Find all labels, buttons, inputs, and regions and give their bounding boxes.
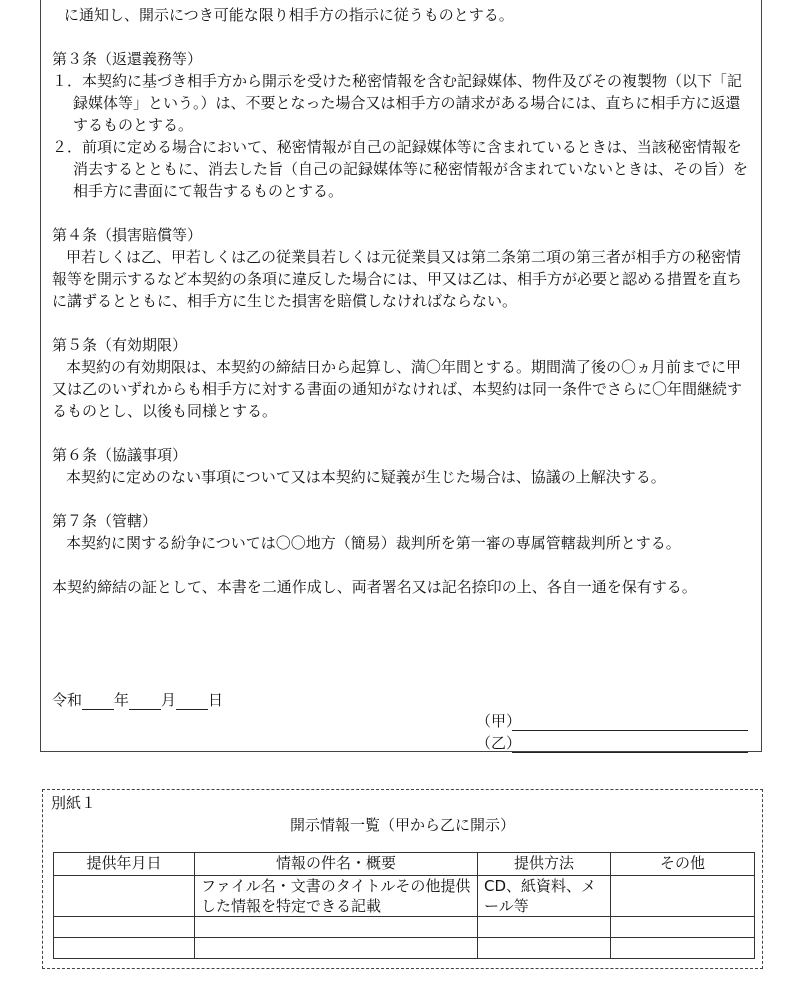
- annex-label: 別紙１: [51, 794, 97, 812]
- article-6-body: 本契約に定めのない事項について又は本契約に疑義が生じた場合は、協議の上解決する。: [66, 468, 666, 486]
- table-cell: [195, 938, 478, 959]
- disclosure-table: [53, 852, 755, 959]
- year-blank: [82, 695, 114, 710]
- contract-body: [52, 4, 752, 598]
- table-cell: [478, 938, 611, 959]
- article-5-body: 本契約の有効期限は、本契約の締結日から起算し、満〇年間とする。期間満了後の〇ヵ月前までに甲又は乙のいずれからも相手方に対する書面の通知がなければ、本契約は同一条件でさらに〇年間継続するものとし、以後も同様とする。: [52, 358, 743, 420]
- table-cell: [478, 917, 611, 938]
- article-5-heading: 第５条（有効期限）: [52, 336, 188, 354]
- table-cell: [54, 876, 195, 917]
- party-b-signature: [476, 732, 766, 753]
- column-header-date: 提供年月日: [54, 853, 195, 876]
- article-4-body: 甲若しくは乙、甲若しくは乙の従業員若しくは元従業員又は第二条第二項の第三者が相手方の秘密情報等を開示するなど本契約の条項に違反した場合には、甲又は乙は、相手方が必要と認める措置を直ちに講ずるとともに、相手方に生じた損害を賠償しなければならない。: [52, 248, 743, 310]
- continuation-line: に通知し、開示につき可能な限り相手方の指示に従うものとする。: [64, 6, 514, 24]
- annex-1: [42, 789, 763, 969]
- closing-statement: 本契約締結の証として、本書を二通作成し、両者署名又は記名捺印の上、各自一通を保有する。: [52, 578, 697, 596]
- table-cell: [54, 938, 195, 959]
- table-row: [54, 876, 755, 917]
- table-row: [54, 917, 755, 938]
- column-header-other: その他: [611, 853, 755, 876]
- party-b-label: （乙）: [476, 734, 522, 752]
- article-6-heading: 第６条（協議事項）: [52, 446, 188, 464]
- article-3-heading: 第３条（返還義務等）: [52, 50, 203, 68]
- column-header-subject: 情報の件名・概要: [195, 853, 478, 876]
- date-year: 年: [114, 691, 130, 709]
- table-cell: [611, 876, 755, 917]
- party-a-signature: [476, 710, 766, 731]
- table-cell: [195, 917, 478, 938]
- article-3-item-2: ２．前項に定める場合において、秘密情報が自己の記録媒体等に含まれているときは、当該秘密情報を消去するとともに、消去した旨（自己の記録媒体等に秘密情報が含まれていないときは、その旨）を相手方に書面にて報告するものとする。: [52, 138, 749, 200]
- table-row: [54, 938, 755, 959]
- party-b-signature-line: [512, 736, 748, 753]
- article-4-heading: 第４条（損害賠償等）: [52, 226, 203, 244]
- party-a-label: （甲）: [476, 712, 522, 730]
- annex-title: 開示情報一覧（甲から乙に開示）: [289, 816, 515, 834]
- article-7-heading: 第７条（管轄）: [52, 512, 158, 530]
- table-cell: [611, 917, 755, 938]
- day-blank: [176, 695, 208, 710]
- date-month: 月: [161, 691, 177, 709]
- article-7-body: 本契約に関する紛争については〇〇地方（簡易）裁判所を第一審の専属管轄裁判所とする。: [66, 534, 681, 552]
- month-blank: [129, 695, 161, 710]
- party-a-signature-line: [512, 714, 748, 731]
- column-header-method: 提供方法: [478, 853, 611, 876]
- table-cell: [611, 938, 755, 959]
- date-day: 日: [208, 691, 224, 709]
- table-cell: [54, 917, 195, 938]
- date-era: 令和: [52, 691, 83, 709]
- contract-date: [52, 689, 223, 710]
- table-cell: CD、紙資料、メール等: [478, 876, 611, 917]
- article-3-item-1: １．本契約に基づき相手方から開示を受けた秘密情報を含む記録媒体、物件及びその複製物（以下「記録媒体等」という。）は、不要となった場合又は相手方の請求がある場合には、直ちに相手方に返還するものとする。: [52, 72, 743, 134]
- table-cell: ファイル名・文書のタイトルその他提供した情報を特定できる記載: [195, 876, 478, 917]
- table-header-row: [54, 853, 755, 876]
